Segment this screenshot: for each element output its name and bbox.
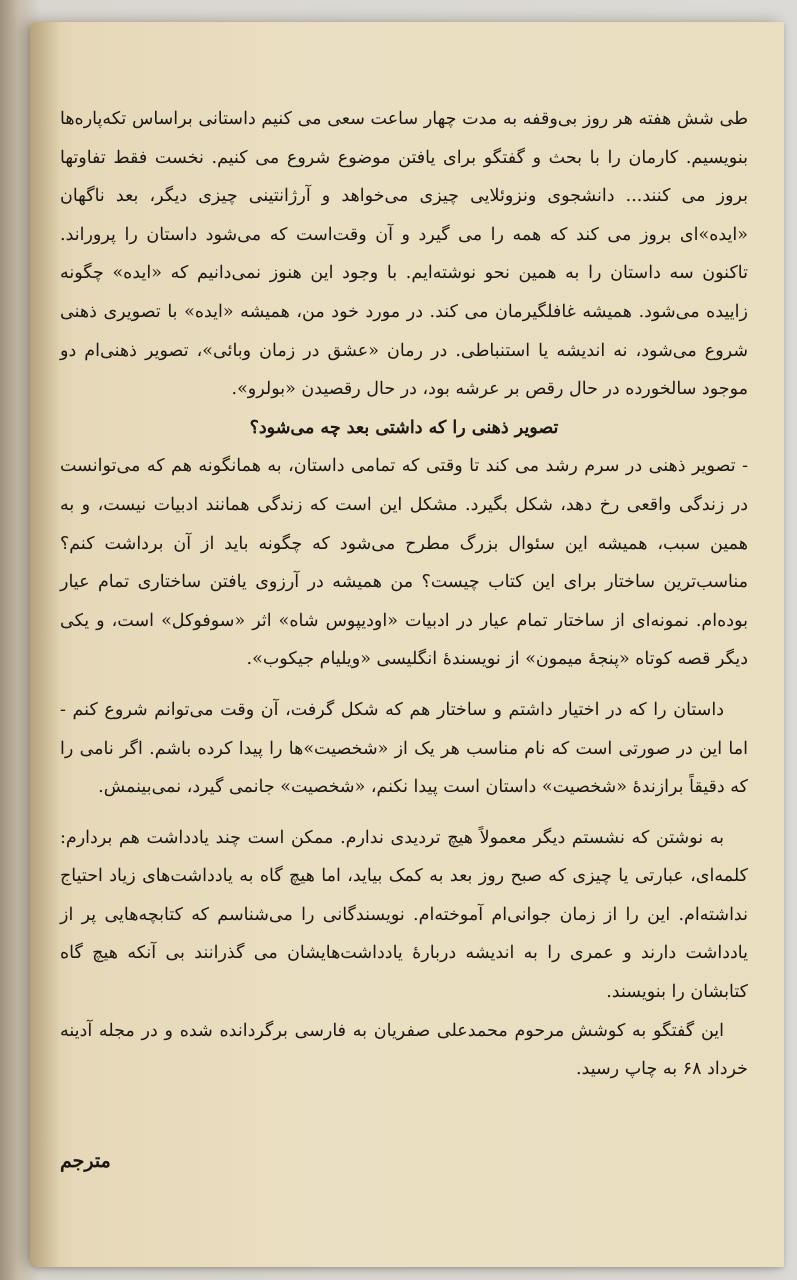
paragraph-4: به نوشتن که نشستم دیگر معمولاً هیچ تردیدی ندارم. ممکن است چند یادداشت هم بردارم: کلمه‌ای، عبارتی یا چیزی که صبح روز بعد به کمک بیاید، اما هیچ گاه به یادداشت‌های زیاد احتیاج نداشته‌ام. این را از زمان جوانی‌ام آموخته‌ام. نویسندگانی را می‌شناسم که کتابچه‌هایی پر از یادداشت دارند و عمری را به اندیشه دربارهٔ یادداشت‌هایشان می گذرانند بی آنکه هیچ گاه کتابشان را بنویسند. (60, 827, 748, 1003)
paragraph-1: طی شش هفته هر روز بی‌وقفه به مدت چهار ساعت سعی می کنیم داستانی براساس تکه‌پاره‌ها بنویسیم. کارمان را با بحث و گفتگو برای یافتن موضوع شروع می کنیم. نخست فقط تفاوتها بروز می کنند... دانشجوی ونزوئلایی چیزی می‌خواهد و آرژانتینی چیزی دیگر، بعد ناگهان «ایده»‌ای بروز می کند که همه را می گیرد و آن وقت‌است که می‌شود داستان را پروراند. تاکنون سه داستان را به همین نحو نوشته‌ایم. با وجود این هنوز نمی‌دانیم که «ایده» چگونه زاییده می‌شود. همیشه غافلگیرمان می کند. در مورد خود من، همیشه «ایده» با تصویری ذهنی شروع می‌شود، نه اندیشه یا استنباطی. در رمان «عشق در زمان وبائی»، تصویر ذهنی‌ام دو موجود سالخورده در حال رقص بر عرشه بود، در حال رقصیدن «بولرو». (60, 109, 748, 400)
translator-note: این گفتگو به کوشش مرحوم محمدعلی صفریان به فارسی برگردانده شده و در مجله آدینه خرداد ۶۸ به چاپ رسید. (60, 1020, 748, 1080)
translator-signature: مترجم (60, 1150, 111, 1172)
paragraph-2: - تصویر ذهنی در سرم رشد می کند تا وقتی که تمامی داستان، به همانگونه هم که می‌توانست در زندگی واقعی رخ دهد، شکل بگیرد. مشکل این است که زندگی همانند ادبیات نیست، و به همین سبب، همیشه این سئوال بزرگ مطرح می‌شود که چگونه باید از آن برداشت کنم؟ مناسب‌ترین ساختار برای این کتاب چیست؟ من همیشه در آرزوی یافتن ساختاری تمام عیار بوده‌ام. نمونه‌ای از ساختار تمام عیار در ادبیات «اودیپوس شاه» اثر «سوفوکل» است، و یکی دیگر قصه کوتاه «پنجهٔ میمون» از نویسندهٔ انگلیسی «ویلیام جیکوب». (60, 456, 748, 670)
interview-question: تصویر ذهنی را که داشتی بعد چه می‌شود؟ (249, 417, 559, 438)
book-page (30, 22, 784, 1267)
page-body (60, 100, 748, 1207)
paragraph-3: داستان را که در اختیار داشتم و ساختار هم که شکل گرفت، آن وقت می‌توانم شروع کنم - اما این در صورتی است که نام مناسب هر یک از «شخصیت»ها را پیدا کرده باشم. اگر نامی را که دقیقاً برازندهٔ «شخصیت» داستان است پیدا نکنم، «شخصیت» جانمی گیرد، نمی‌بینمش. (60, 699, 748, 798)
